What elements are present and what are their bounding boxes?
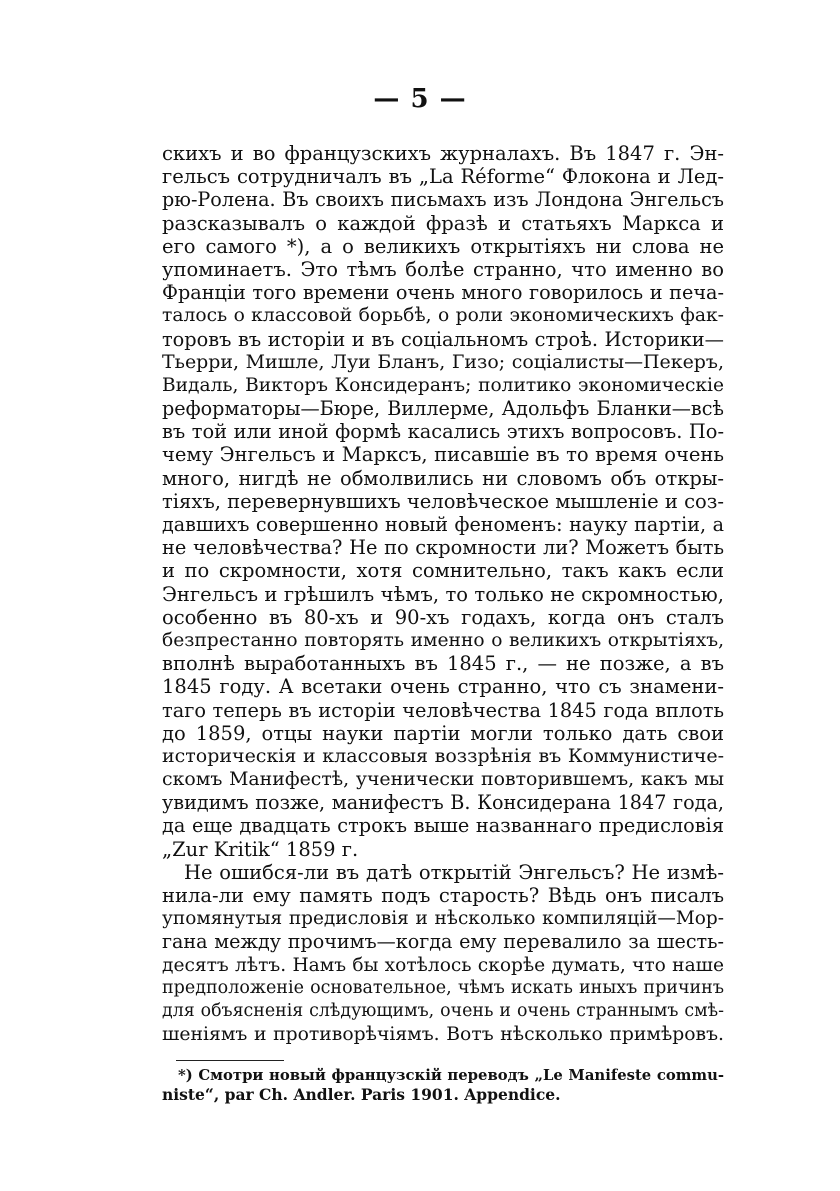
text-line: много, нигдѣ не обмолвились ни словомъ объ откры- <box>162 466 724 490</box>
footnote-line: *) Смотри новый французскій переводъ „Le Manifeste commu- <box>178 1067 724 1084</box>
text-line: гана между прочимъ—когда ему перевалило за шесть- <box>162 930 724 954</box>
text-line: и по скромности, хотя сомнительно, такъ какъ если <box>162 559 724 583</box>
text-line: „Zur Kritik“ 1859 г. <box>162 837 359 861</box>
text-line: упоминаетъ. Это тѣмъ болѣе странно, что именно во <box>162 257 724 281</box>
text-line: рю-Ролена. Въ своихъ письмахъ изъ Лондона Энгельсъ <box>162 188 724 212</box>
text-line: его самого *), а о великихъ открытіяхъ ни слова не <box>162 234 724 258</box>
text-line: безпрестанно повторять именно о великихъ открытіяхъ, <box>162 629 724 651</box>
text-line: нила-ли ему память подъ старость? Вѣдь онъ писалъ <box>162 884 724 907</box>
text-line: гельсъ сотрудничалъ въ „La Réforme“ Флокона и Лед- <box>162 165 724 189</box>
text-line: вполнѣ выработанныхъ въ 1845 г., — не позже, а въ <box>162 652 724 676</box>
text-line: десятъ лѣтъ. Намъ бы хотѣлось скорѣе думать, что наше <box>162 954 724 976</box>
text-line: Тьерри, Мишле, Луи Бланъ, Гизо; соціалисты—Пекеръ, <box>162 350 724 373</box>
text-line: историческія и классовыя воззрѣнія въ Коммунистиче- <box>162 744 724 767</box>
text-line: Не ошибся-ли въ датѣ открытій Энгельсъ? Не измѣ- <box>184 860 724 884</box>
text-line: предположеніе основательное, чѣмъ искать иныхъ причинъ <box>162 977 724 998</box>
text-line: да еще двадцать строкъ выше названнаго предисловія <box>162 814 724 838</box>
text-line: разсказывалъ о каждой фразѣ и статьяхъ Маркса и <box>162 211 724 235</box>
text-line: упомянутыя предисловія и нѣсколько компиляцій—Мор- <box>162 908 724 930</box>
text-line: давшихъ совершенно новый феноменъ: науку партіи, а <box>162 513 724 536</box>
text-line: таго теперь въ исторіи человѣчества 1845 года вплоть <box>162 698 724 722</box>
text-line: чему Энгельсъ и Марксъ, писавшіе въ то время очень <box>162 443 724 467</box>
text-line: скомъ Манифестѣ, ученически повторившемъ, какъ мы <box>162 768 724 791</box>
text-line: 1845 году. А всетаки очень странно, что съ знамени- <box>162 675 724 699</box>
text-line: для объясненія слѣдующимъ, очень и очень страннымъ смѣ- <box>162 1000 724 1021</box>
text-line: Энгельсъ и грѣшилъ чѣмъ, то только не скромностью, <box>162 582 724 606</box>
text-line: Франціи того времени очень много говорилось и печа- <box>162 281 724 305</box>
text-line: увидимъ позже, манифестъ В. Консидерана 1847 года, <box>162 791 724 815</box>
text-line: особенно въ 80-хъ и 90-хъ годахъ, когда онъ сталъ <box>162 605 724 629</box>
text-line: торовъ въ исторіи и въ соціальномъ строѣ. Историки— <box>162 327 724 351</box>
footnote-divider <box>176 1060 284 1061</box>
text-line: въ той или иной формѣ касались этихъ вопросовъ. По- <box>162 420 724 444</box>
footnote-line: niste“, par Ch. Andler. Paris 1901. Appendice. <box>162 1085 561 1104</box>
page-number: — 5 — <box>373 84 467 114</box>
body-text <box>162 142 724 1046</box>
text-line: реформаторы—Бюре, Виллерме, Адольфъ Бланки—всѣ <box>162 397 724 421</box>
text-line: не человѣчества? Не по скромности ли? Можетъ быть <box>162 536 724 560</box>
text-line: скихъ и во французскихъ журналахъ. Въ 1847 г. Эн- <box>162 142 724 165</box>
text-line: тіяхъ, перевернувшихъ человѣческое мышленіе и соз- <box>162 489 724 513</box>
footnote <box>162 1066 724 1104</box>
text-line: талось о классовой борьбѣ, о роли экономическихъ фак- <box>162 305 724 327</box>
text-line: шеніямъ и противорѣчіямъ. Вотъ нѣсколько примѣровъ. <box>162 1024 724 1046</box>
text-line: до 1859, отцы науки партіи могли только дать свои <box>162 721 724 745</box>
text-line: Видаль, Викторъ Консидеранъ; политико экономическіе <box>162 374 724 396</box>
